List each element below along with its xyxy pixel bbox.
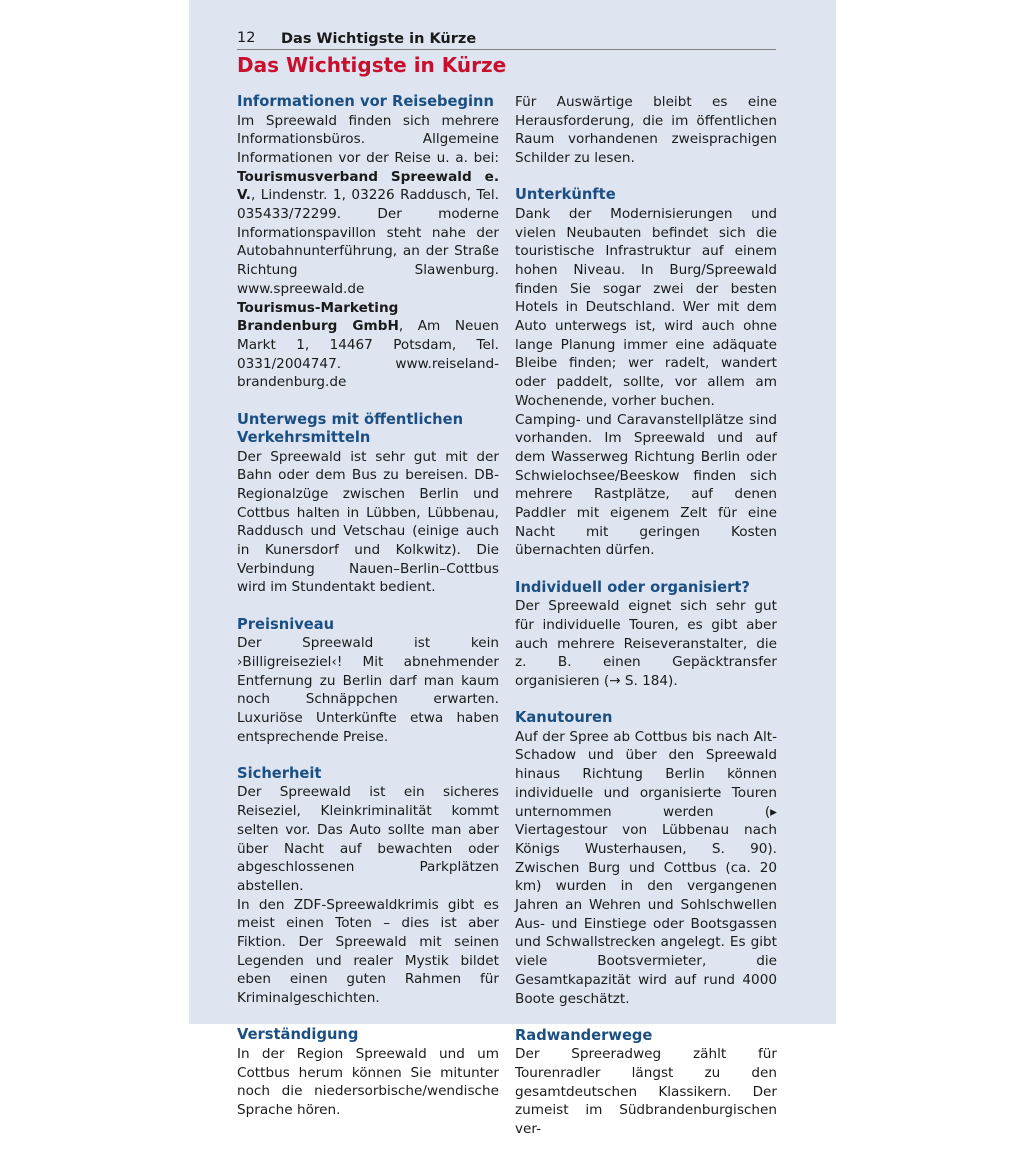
section-radwanderwege	[515, 1027, 777, 1139]
running-head-title: Das Wichtigste in Kürze	[281, 31, 477, 47]
section-text	[237, 112, 499, 393]
section-text: Der Spreeradweg zählt für Tourenradler längst zu den gesamtdeutschen Klassikern. Der zumeist im Südbrandenburgischen ver-	[515, 1046, 777, 1138]
right-column	[515, 93, 777, 1157]
section-verstaendigung-continued	[515, 93, 777, 168]
text-segment: Viertagestour von Lübbenau nach Königs Wusterhausen, S. 90). Zwischen Burg und Cottbus (ca. 20 km) wurden in den vergangenen Jahren an Wehren und Sohlschwellen Aus- und Einstiege oder Bootsgassen und Schwallstrecken angelegt. Es gibt viele Bootsvermieter, die Gesamtkapazität wird auf rund 4000 Boote geschätzt.	[515, 822, 777, 1007]
section-heading: Verständigung	[237, 1026, 359, 1044]
section-text	[515, 728, 777, 1009]
section-text: Dank der Modernisierungen und vielen Neubauten befindet sich die touristische Infrastruktur auf einem hohen Niveau. In Burg/Spreewald finden Sie sogar zwei der besten Hotels in Deutschland. Wer mit dem Auto unterwegs ist, wird auch ohne lange Planung immer eine adäquate Bleibe finden; wer radelt, wandert oder paddelt, sollte, vor allem am Wochenende, vorher buchen.	[515, 205, 777, 409]
section-preisniveau	[237, 616, 499, 747]
section-heading: Radwanderwege	[515, 1026, 653, 1044]
section-text: Camping- und Caravanstellplätze sind vorhanden. Im Spreewald und auf dem Wasserweg Richtung Berlin oder Schwielochsee/Beeskow finden sich mehrere Rastplätze, auf denen Paddler mit eigenem Zelt für eine Nacht mit geringen Kosten übernachten dürfen.	[515, 411, 777, 559]
section-heading: Unterwegs mit öffentlichen Verkehrsmitteln	[237, 410, 464, 447]
chapter-title: Das Wichtigste in Kürze	[237, 53, 507, 77]
section-heading: Kanutouren	[515, 709, 613, 727]
text-segment: Auf der Spree ab Cottbus bis nach Alt-Schadow und über den Spreewald hinaus Richtung Berlin können individuelle und organisierte Touren unternommen werden (	[515, 728, 777, 820]
text-segment: , Lindenstr. 1, 03226 Raddusch, Tel. 035433/72299. Der moderne Informationspavillon steht nahe der Autobahnunterführung, an der Straße Richtung Slawenburg. www.spreewald.de	[237, 187, 499, 297]
page-number: 12	[237, 30, 256, 46]
triangle-marker-icon: ▸	[770, 803, 777, 820]
left-column	[237, 93, 499, 1138]
org-name: Tourismusverband Spreewald e. V.	[237, 168, 499, 204]
section-reisebeginn	[237, 93, 499, 392]
section-sicherheit	[237, 765, 499, 1008]
org-name: Tourismus-Marketing Brandenburg GmbH	[237, 299, 399, 335]
section-text: Für Auswärtige bleibt es eine Herausforderung, die im öffentlichen Raum vorhandenen zweisprachigen Schilder zu lesen.	[515, 94, 777, 167]
section-text: In der Region Spreewald und um Cottbus herum können Sie mitunter noch die niedersorbische/wendische Sprache hören.	[237, 1045, 499, 1118]
section-text: In den ZDF-Spreewaldkrimis gibt es meist einen Toten – dies ist aber Fiktion. Der Spreewald mit seinen Legenden und realer Mystik bildet eben einen guten Rahmen für Kriminalgeschichten.	[237, 896, 499, 1007]
section-individuell	[515, 579, 777, 691]
section-unterkuenfte	[515, 186, 777, 560]
section-text: Der Spreewald ist kein ›Billigreiseziel‹! Mit abnehmender Entfernung zu Berlin darf man kaum noch Schnäppchen erwarten. Luxuriöse Unterkünfte etwa haben entsprechende Preise.	[237, 635, 499, 745]
text-segment: Im Spreewald finden sich mehrere Informationsbüros. Allgemeine Informationen vor der Reise u. a. bei:	[237, 112, 499, 166]
section-text: Der Spreewald eignet sich sehr gut für individuelle Touren, es gibt aber auch mehrere Reiseveranstalter, die z. B. einen Gepäcktransfer organisieren (→ S. 184).	[515, 598, 777, 689]
text-segment: , Am Neuen Markt 1, 14467 Potsdam, Tel. 0331/2004747. www.reiseland-brandenburg.de	[237, 318, 499, 391]
section-heading: Informationen vor Reisebeginn	[237, 93, 494, 110]
section-text: Der Spreewald ist sehr gut mit der Bahn oder dem Bus zu bereisen. DB-Regionalzüge zwischen Berlin und Cottbus halten in Lübben, Lübbenau, Raddusch und Vetschau (einige auch in Kunersdorf und Kolkwitz). Die Verbindung Nauen–Berlin–Cottbus wird im Stundentakt bedient.	[237, 448, 499, 596]
section-verkehr	[237, 411, 499, 598]
section-heading: Individuell oder organisiert?	[515, 578, 750, 596]
section-heading: Preisniveau	[237, 615, 335, 633]
section-kanutouren	[515, 709, 777, 1008]
section-heading: Sicherheit	[237, 764, 322, 782]
running-head	[237, 30, 776, 50]
section-heading: Unterkünfte	[515, 186, 616, 204]
section-verstaendigung	[237, 1026, 499, 1119]
section-text: Der Spreewald ist ein sicheres Reiseziel, Kleinkriminalität kommt selten vor. Das Auto sollte man aber über Nacht auf bewachten oder abgeschlossenen Parkplätzen abstellen.	[237, 784, 499, 894]
